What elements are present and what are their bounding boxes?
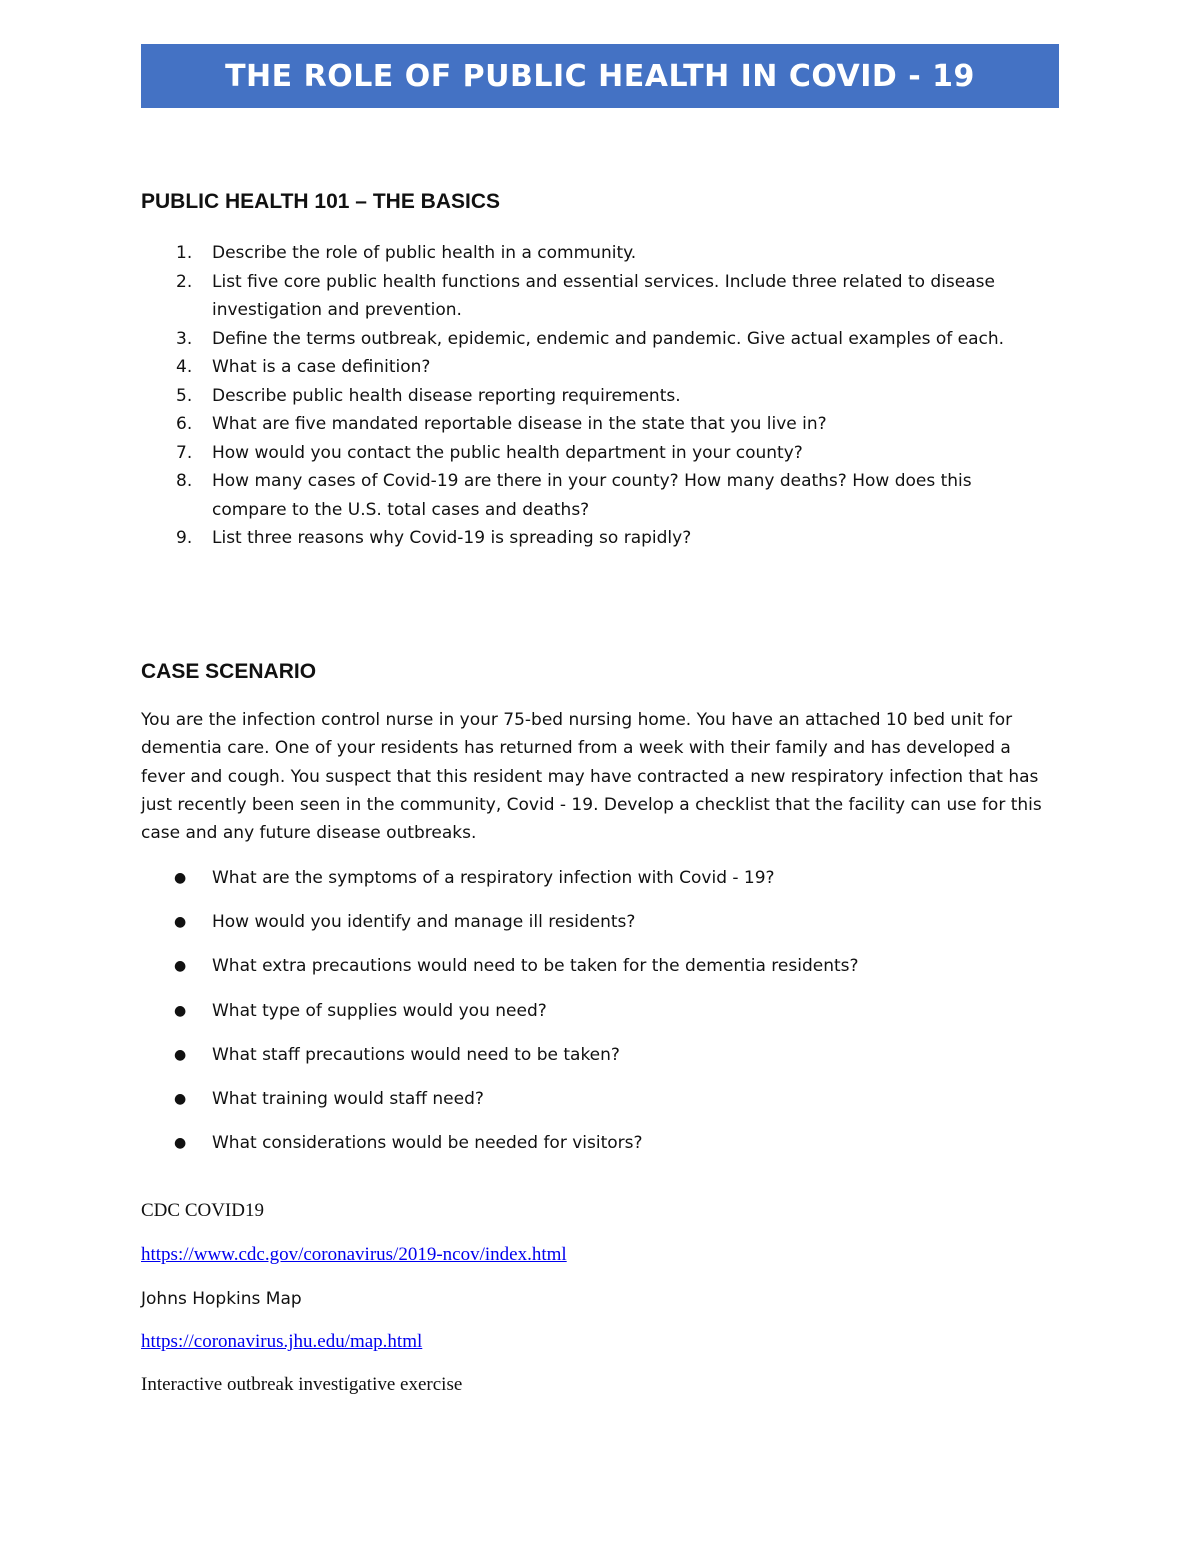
- list-item: 6. What are five mandated reportable disease in the state that you live in?: [176, 414, 827, 434]
- list-item: 3. Define the terms outbreak, epidemic, endemic and pandemic. Give actual examples of each.: [176, 328, 1005, 349]
- list-item: ● What training would staff need?: [141, 1085, 1041, 1129]
- bullet-icon: ●: [174, 1135, 187, 1152]
- bullet-icon: ●: [174, 870, 187, 886]
- list-item: 8. How many cases of Covid-19 are there in your county? How many deaths? How does this compare to the U.S. total cases and deaths?: [176, 471, 972, 520]
- list-item: ● What considerations would be needed for visitors?: [141, 1129, 1041, 1173]
- document-title: THE ROLE OF PUBLIC HEALTH IN COVID - 19: [225, 58, 975, 94]
- bullet-icon: ●: [174, 914, 187, 931]
- list-item: 2. List five core public health functions and essential services. Include three related to disease investigation and prevention.: [176, 271, 995, 320]
- list-item: 9. List three reasons why Covid-19 is spreading so rapidly?: [176, 528, 692, 548]
- list-item: ● What extra precautions would need to be taken for the dementia residents?: [141, 952, 1041, 996]
- scenario-heading: CASE SCENARIO: [141, 660, 317, 683]
- basics-heading: PUBLIC HEALTH 101 – THE BASICS: [141, 190, 500, 213]
- bullet-icon: ●: [174, 958, 187, 975]
- list-item: 5. Describe public health disease reporting requirements.: [176, 385, 681, 406]
- list-item: ● What type of supplies would you need?: [141, 997, 1041, 1041]
- title-banner: [141, 44, 1059, 108]
- list-item: ● What staff precautions would need to be taken?: [141, 1041, 1041, 1085]
- cdc-label: CDC COVID19: [141, 1200, 264, 1221]
- list-item: ● How would you identify and manage ill residents?: [141, 908, 1041, 952]
- list-item: 1. Describe the role of public health in a community.: [176, 243, 637, 263]
- bullet-icon: ●: [174, 1046, 187, 1063]
- basics-question-list: [141, 239, 1041, 553]
- bullet-icon: ●: [174, 1002, 187, 1019]
- scenario-paragraph: You are the infection control nurse in your 75-bed nursing home. You have an attached 10 bed unit for dementia care. One of your residents has returned from a week with their family and has developed a fever and cough. You suspect that this resident may have contracted a new respiratory infection that has just recently been seen in the community, Covid - 19. Develop a checklist that the facility can use for this case and any future disease outbreaks.: [141, 710, 1042, 844]
- list-item: 7. How would you contact the public health department in your county?: [176, 442, 803, 463]
- list-item: ● What are the symptoms of a respiratory infection with Covid - 19?: [141, 864, 1041, 908]
- exercise-label: Interactive outbreak investigative exercise: [141, 1374, 463, 1395]
- jhu-link[interactable]: https://coronavirus.jhu.edu/map.html: [141, 1331, 423, 1352]
- scenario-bullet-list: [141, 864, 1041, 1173]
- bullet-icon: ●: [174, 1090, 187, 1107]
- list-item: 4. What is a case definition?: [176, 357, 431, 377]
- cdc-link[interactable]: https://www.cdc.gov/coronavirus/2019-ncov/index.html: [141, 1244, 567, 1265]
- jhu-label: Johns Hopkins Map: [141, 1289, 302, 1309]
